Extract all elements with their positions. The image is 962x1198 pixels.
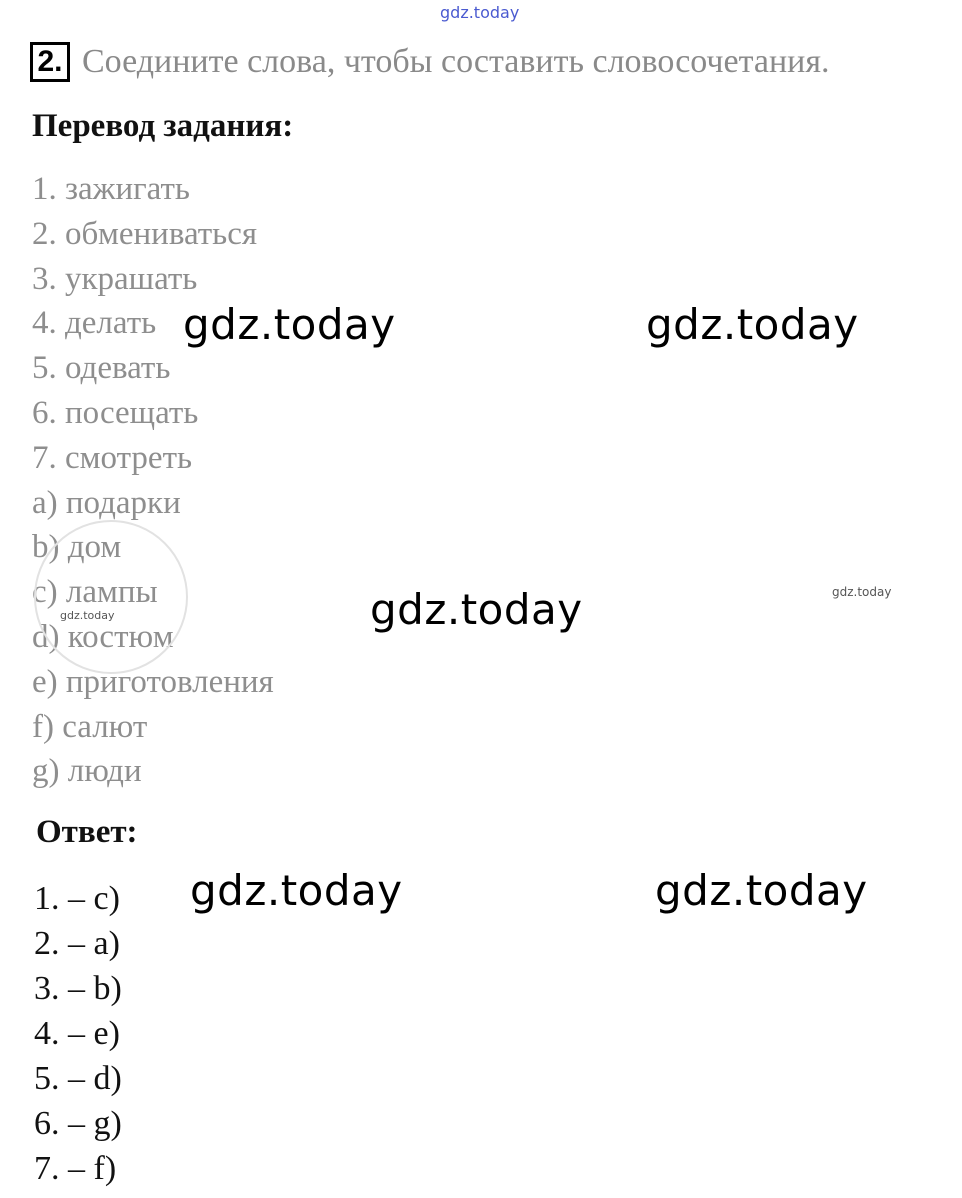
answer-item: 2. – a): [34, 925, 120, 962]
answer-item: 4. – e): [34, 1015, 120, 1052]
translation-list: [32, 167, 274, 794]
translation-heading: Перевод задания:: [32, 108, 294, 144]
list-item: f) салют: [32, 708, 148, 745]
answer-item: 5. – d): [34, 1060, 122, 1097]
watermark-small: gdz.today: [60, 609, 115, 622]
watermark-top: gdz.today: [440, 3, 520, 22]
answer-item: 6. – g): [34, 1105, 122, 1142]
watermark: gdz.today: [655, 866, 868, 915]
answer-item: 1. – c): [34, 880, 120, 917]
answer-list: [34, 876, 122, 1191]
task-instruction: Соедините слова, чтобы составить словосочетания.: [82, 43, 830, 80]
watermark: gdz.today: [370, 585, 583, 634]
answer-heading: Ответ:: [36, 814, 138, 850]
watermark-small: gdz.today: [832, 585, 892, 599]
list-item: c) лампы: [32, 574, 158, 611]
answer-item: 7. – f): [34, 1150, 117, 1187]
answer-item: 3. – b): [34, 970, 122, 1007]
list-item: 6. посещать: [32, 394, 199, 431]
list-item: b) дом: [32, 529, 122, 566]
scan-artifact: [34, 520, 188, 674]
list-item: 1. зажигать: [32, 171, 190, 207]
list-item: 3. украшать: [32, 260, 198, 297]
list-item: d) костюм: [32, 618, 174, 655]
list-item: 4. делать: [32, 305, 157, 342]
list-item: 2. обмениваться: [32, 215, 258, 252]
watermark: gdz.today: [190, 866, 403, 915]
task-number: 2.: [30, 42, 70, 82]
list-item: a) подарки: [32, 484, 181, 521]
list-item: g) люди: [32, 753, 142, 790]
list-item: 7. смотреть: [32, 439, 193, 476]
watermark: gdz.today: [646, 300, 859, 349]
list-item: 5. одевать: [32, 350, 171, 387]
list-item: e) приготовления: [32, 663, 274, 700]
task-header: [30, 42, 830, 82]
watermark: gdz.today: [183, 300, 396, 349]
